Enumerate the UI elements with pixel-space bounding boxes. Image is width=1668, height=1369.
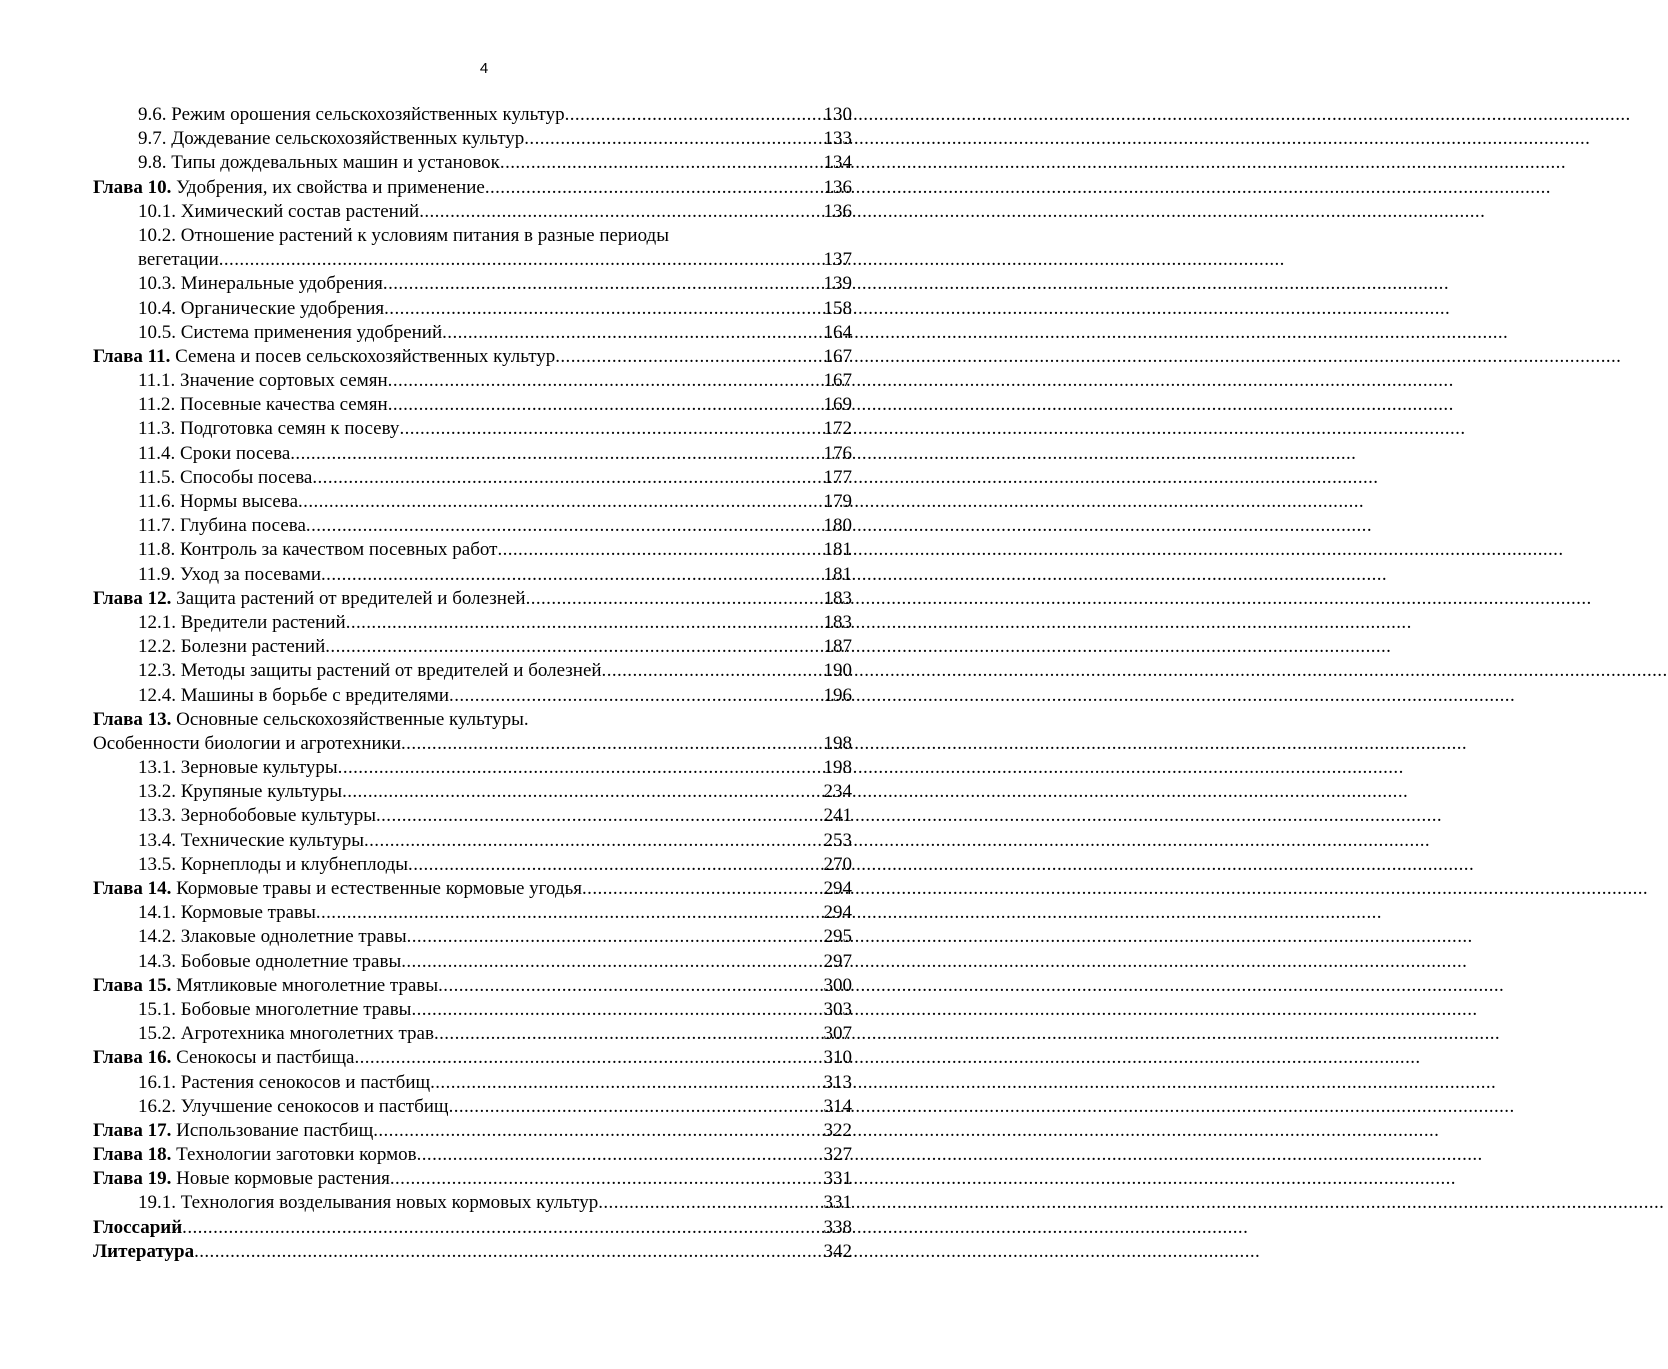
dot-leader	[442, 321, 821, 345]
toc-entry-number: Глава 19.	[93, 1168, 172, 1190]
dot-leader	[182, 1216, 821, 1240]
toc-entry[interactable]	[93, 1046, 852, 1070]
toc-entry-title	[138, 804, 376, 828]
toc-entry-text: Семена и посев сельскохозяйственных культур	[170, 345, 556, 367]
dot-leader	[399, 417, 821, 441]
toc-entry-title	[138, 635, 325, 659]
toc-page-number: 241	[823, 805, 852, 827]
toc-entry-title	[138, 200, 419, 224]
toc-page-number: 198	[823, 732, 852, 754]
toc-entry-text: Сенокосы и пастбища	[171, 1047, 355, 1069]
toc-entry-text: Улучшение сенокосов и пастбищ	[176, 1095, 449, 1117]
toc-entry-text: Вредители растений	[176, 611, 346, 633]
toc-entry[interactable]	[93, 587, 852, 611]
toc-entry-number: 12.4.	[138, 684, 176, 706]
toc-entry-title	[138, 466, 312, 490]
toc-entry-title	[138, 151, 500, 175]
toc-entry-text: Основные сельскохозяйственные культуры.	[171, 708, 529, 730]
toc-entry-text: Защита растений от вредителей и болезней	[171, 587, 526, 609]
toc-entry-number: 10.5.	[138, 321, 176, 343]
toc-entry-title	[93, 1143, 417, 1167]
toc-entry-title	[138, 853, 408, 877]
toc-page-number: 303	[823, 998, 852, 1020]
toc-entry-number: 14.1.	[138, 902, 176, 924]
toc-entry-number: Литература	[93, 1240, 195, 1262]
toc-page-number: 167	[823, 370, 852, 392]
dot-leader	[338, 756, 822, 780]
toc-entry-number: 11.9.	[138, 563, 176, 585]
toc-entry-text: Минеральные удобрения	[176, 273, 383, 295]
toc-page-number: 181	[823, 563, 852, 585]
toc-entry-title	[138, 417, 399, 441]
table-of-contents	[93, 103, 852, 1264]
toc-page-number: 322	[823, 1119, 852, 1141]
toc-page-number: 307	[823, 1023, 852, 1045]
toc-entry-text: Зернобобовые культуры	[176, 805, 376, 827]
toc-entry-title	[138, 684, 449, 708]
toc-page-number: 130	[823, 104, 852, 125]
toc-entry[interactable]	[93, 393, 852, 417]
dot-leader	[582, 877, 821, 901]
toc-entry[interactable]	[93, 224, 852, 248]
toc-entry-text: Зерновые культуры	[176, 757, 338, 779]
toc-page-number: 181	[823, 539, 852, 561]
dot-leader	[388, 393, 822, 417]
toc-entry-text: Технология возделывания новых кормовых культур	[176, 1192, 599, 1214]
toc-entry[interactable]	[93, 345, 852, 369]
toc-entry-text: Новые кормовые растения	[171, 1168, 390, 1190]
toc-entry-title	[138, 297, 384, 321]
toc-page-number: 169	[823, 394, 852, 416]
toc-entry-text: Посевные качества семян	[175, 394, 388, 416]
toc-entry-title	[93, 708, 529, 732]
dot-leader	[565, 103, 822, 127]
toc-entry-title	[138, 829, 364, 853]
toc-entry-title	[138, 393, 388, 417]
toc-page-number: 136	[823, 176, 852, 198]
toc-entry-number: Глава 18.	[93, 1144, 172, 1166]
toc-page-number: 183	[823, 611, 852, 633]
toc-entry-title	[138, 756, 338, 780]
toc-entry-text: Технологии заготовки кормов	[171, 1144, 417, 1166]
toc-entry-title	[138, 780, 342, 804]
toc-entry-number: 11.1.	[138, 370, 176, 392]
toc-entry[interactable]	[93, 1167, 852, 1191]
toc-entry-title	[138, 127, 524, 151]
toc-entry[interactable]	[93, 1119, 852, 1143]
toc-page-number: 176	[823, 442, 852, 464]
toc-page-number: 300	[823, 974, 852, 996]
toc-page-number: 270	[823, 853, 852, 875]
toc-page-number: 253	[823, 829, 852, 851]
toc-entry-text: Сроки посева	[175, 442, 291, 464]
toc-entry-title	[138, 224, 669, 248]
dot-leader	[388, 369, 822, 393]
dot-leader	[411, 998, 821, 1022]
toc-entry-number: 11.4.	[138, 442, 176, 464]
toc-entry-title	[138, 901, 316, 925]
toc-page-number: 172	[823, 418, 852, 440]
toc-entry-number: Глава 13.	[93, 708, 172, 730]
page-number: 4	[479, 60, 489, 77]
toc-entry-text: Значение сортовых семян	[175, 370, 388, 392]
toc-entry-number: 10.4.	[138, 297, 176, 319]
toc-entry[interactable]	[93, 780, 852, 804]
toc-page-number: 158	[823, 297, 852, 319]
dot-leader	[364, 829, 822, 853]
toc-entry-number: 10.2.	[138, 224, 176, 246]
dot-leader	[526, 587, 822, 611]
toc-entry-number: 16.1.	[138, 1071, 176, 1093]
toc-entry-number: Глава 15.	[93, 974, 172, 996]
toc-page-number: 136	[823, 200, 852, 222]
dot-leader	[408, 853, 821, 877]
toc-entry-title	[93, 587, 526, 611]
dot-leader	[219, 248, 822, 272]
toc-entry-text: Нормы высева	[175, 491, 299, 512]
toc-entry-title	[138, 490, 298, 514]
toc-entry[interactable]	[93, 151, 852, 175]
toc-page-number: 313	[823, 1071, 852, 1093]
toc-entry-number: 13.2.	[138, 781, 176, 803]
toc-entry-title	[138, 442, 290, 466]
dot-leader	[497, 538, 821, 562]
toc-entry[interactable]	[93, 200, 852, 224]
toc-entry-text: Растения сенокосов и пастбищ	[176, 1071, 431, 1093]
dot-leader	[524, 127, 821, 151]
toc-entry-text: Кормовые травы и естественные кормовые угодья	[171, 878, 583, 899]
toc-entry-text: Система применения удобрений	[176, 321, 443, 343]
toc-entry-text: Подготовка семян к посеву	[175, 418, 400, 440]
toc-entry-text: Глубина посева	[175, 515, 306, 537]
dot-leader	[373, 1119, 821, 1143]
toc-entry-number: 11.8.	[138, 539, 176, 561]
toc-entry[interactable]	[93, 466, 852, 490]
toc-entry-number: 12.3.	[138, 660, 176, 682]
toc-entry-number: 9.6.	[138, 104, 167, 125]
toc-page-number: 294	[823, 878, 852, 899]
toc-entry[interactable]	[93, 369, 852, 393]
toc-page-number: 196	[823, 684, 852, 706]
toc-page-number: 183	[823, 587, 852, 609]
toc-entry-title	[138, 1095, 449, 1119]
toc-entry-text: Мятликовые многолетние травы	[171, 974, 439, 996]
toc-entry[interactable]	[93, 998, 852, 1022]
toc-entry[interactable]	[93, 829, 852, 853]
toc-entry[interactable]	[93, 877, 852, 901]
toc-entry-number: 9.8.	[138, 152, 167, 174]
toc-entry-number: 15.1.	[138, 998, 176, 1020]
dot-leader	[598, 1191, 821, 1215]
dot-leader	[555, 345, 821, 369]
toc-entry-title	[93, 1119, 373, 1143]
dot-leader	[407, 925, 822, 949]
toc-entry[interactable]	[93, 103, 852, 127]
toc-entry-number: 13.3.	[138, 805, 176, 827]
toc-entry-title	[93, 1216, 182, 1240]
toc-entry[interactable]	[93, 756, 852, 780]
toc-entry-title	[138, 538, 497, 562]
dot-leader	[449, 1095, 822, 1119]
toc-entry-title	[138, 950, 401, 974]
toc-entry[interactable]	[93, 1071, 852, 1095]
toc-entry-number: 19.1.	[138, 1192, 176, 1214]
toc-entry-number: Глава 14.	[93, 878, 172, 899]
toc-entry-title	[138, 103, 565, 127]
toc-entry[interactable]	[93, 611, 852, 635]
toc-entry[interactable]	[93, 127, 852, 151]
toc-entry-title	[93, 176, 485, 200]
dot-leader	[290, 442, 821, 466]
dot-leader	[316, 901, 822, 925]
toc-entry-title	[138, 611, 346, 635]
toc-entry-text: Дождевание сельскохозяйственных культур	[166, 128, 525, 150]
toc-entry-text: Режим орошения сельскохозяйственных культур	[166, 104, 565, 125]
toc-entry[interactable]	[93, 1191, 852, 1215]
dot-leader	[438, 974, 821, 998]
dot-leader	[430, 1071, 821, 1095]
toc-entry-text: Болезни растений	[176, 636, 326, 658]
dot-leader	[401, 950, 821, 974]
toc-page-number: 338	[823, 1216, 852, 1238]
toc-page-number: 179	[823, 491, 852, 512]
toc-entry[interactable]	[93, 901, 852, 925]
toc-entry-number: 16.2.	[138, 1095, 176, 1117]
toc-entry[interactable]	[93, 950, 852, 974]
dot-leader	[354, 1046, 821, 1070]
dot-leader	[602, 659, 822, 683]
toc-entry[interactable]	[93, 635, 852, 659]
toc-entry-number: Глава 10.	[93, 176, 172, 198]
toc-entry-text: Бобовые многолетние травы	[176, 998, 412, 1020]
toc-entry[interactable]	[93, 804, 852, 828]
toc-page-number: 164	[823, 321, 852, 343]
dot-leader	[376, 804, 822, 828]
toc-entry-number: Глава 16.	[93, 1047, 172, 1069]
toc-entry-text: Химический состав растений	[176, 200, 420, 222]
toc-entry[interactable]	[93, 853, 852, 877]
toc-entry-text: Отношение растений к условиям питания в разные периоды	[176, 224, 669, 246]
toc-entry-number: 11.7.	[138, 515, 176, 537]
dot-leader	[401, 732, 821, 756]
dot-leader	[306, 514, 822, 538]
toc-page-number: 331	[823, 1192, 852, 1214]
toc-entry-number: 11.6.	[138, 491, 176, 512]
toc-entry-text: Особенности биологии и агротехники	[93, 732, 402, 754]
toc-entry[interactable]	[93, 321, 852, 345]
toc-entry[interactable]	[93, 1143, 852, 1167]
toc-entry-title	[138, 514, 306, 538]
toc-entry-text: Уход за посевами	[175, 563, 322, 585]
toc-page-number: 198	[823, 757, 852, 779]
dot-leader	[321, 563, 821, 587]
toc-entry-number: 12.1.	[138, 611, 176, 633]
dot-leader	[449, 684, 821, 708]
toc-entry-text: Кормовые травы	[176, 902, 316, 924]
toc-entry[interactable]	[93, 1216, 852, 1240]
toc-entry-number: Глава 12.	[93, 587, 172, 609]
toc-entry-title	[138, 1022, 434, 1046]
dot-leader	[312, 466, 821, 490]
toc-entry[interactable]	[93, 1095, 852, 1119]
toc-entry[interactable]	[93, 417, 852, 441]
toc-entry-text: Злаковые однолетние травы	[176, 926, 407, 948]
toc-entry-title	[93, 1167, 390, 1191]
toc-entry-text: Корнеплоды и клубнеплоды	[176, 853, 409, 875]
toc-entry-text: Машины в борьбе с вредителями	[176, 684, 450, 706]
toc-entry-title	[138, 1191, 598, 1215]
toc-page-number: 177	[823, 466, 852, 488]
toc-page-number: 310	[823, 1047, 852, 1069]
toc-entry-title	[138, 925, 407, 949]
toc-entry-number: 11.5.	[138, 466, 176, 488]
dot-leader	[325, 635, 821, 659]
toc-entry-number: 13.1.	[138, 757, 176, 779]
toc-page-number: 295	[823, 926, 852, 948]
toc-entry-text: Органические удобрения	[176, 297, 385, 319]
toc-entry-title	[93, 974, 438, 998]
toc-entry-text: Способы посева	[175, 466, 313, 488]
toc-entry-text: вегетации	[138, 249, 219, 271]
toc-entry-title	[138, 369, 388, 393]
toc-entry[interactable]	[93, 708, 852, 732]
toc-entry[interactable]	[93, 538, 852, 562]
dot-leader	[384, 297, 821, 321]
toc-page-number: 133	[823, 128, 852, 150]
toc-entry-number: 13.5.	[138, 853, 176, 875]
dot-leader	[298, 490, 821, 514]
dot-leader	[383, 272, 822, 296]
toc-entry-continuation[interactable]	[93, 248, 852, 272]
toc-entry[interactable]	[93, 1240, 852, 1264]
toc-entry-title	[138, 659, 602, 683]
toc-entry[interactable]	[93, 176, 852, 200]
toc-entry-text: Крупяные культуры	[176, 781, 343, 803]
dot-leader	[390, 1167, 822, 1191]
dot-leader	[346, 611, 822, 635]
toc-entry-title	[138, 272, 383, 296]
toc-entry[interactable]	[93, 925, 852, 949]
toc-entry-number: 15.2.	[138, 1023, 176, 1045]
toc-page-number: 342	[823, 1240, 852, 1262]
toc-entry-number: 12.2.	[138, 636, 176, 658]
toc-entry[interactable]	[93, 974, 852, 998]
toc-entry[interactable]	[93, 563, 852, 587]
dot-leader	[485, 176, 822, 200]
toc-entry-number: 14.2.	[138, 926, 176, 948]
dot-leader	[419, 200, 821, 224]
toc-entry[interactable]	[93, 490, 852, 514]
toc-entry-number: Глава 17.	[93, 1119, 172, 1141]
dot-leader	[500, 151, 822, 175]
toc-page-number: 190	[823, 660, 852, 682]
toc-entry[interactable]	[93, 514, 852, 538]
toc-page-number: 137	[823, 249, 852, 271]
toc-entry[interactable]	[93, 297, 852, 321]
toc-entry[interactable]	[93, 659, 852, 683]
toc-entry-title	[138, 321, 442, 345]
toc-entry-number: 10.3.	[138, 273, 176, 295]
toc-entry-number: Глава 11.	[93, 345, 171, 367]
toc-entry[interactable]	[93, 1022, 852, 1046]
toc-entry-continuation[interactable]	[93, 732, 852, 756]
toc-page-number: 139	[823, 273, 852, 295]
toc-entry-number: 11.3.	[138, 418, 176, 440]
toc-page-number: 234	[823, 781, 852, 803]
toc-entry[interactable]	[93, 684, 852, 708]
toc-entry-text: Удобрения, их свойства и применение	[171, 176, 485, 198]
toc-entry-title	[93, 1046, 354, 1070]
toc-entry-text: Технические культуры	[176, 829, 364, 851]
toc-page-number: 314	[823, 1095, 852, 1117]
toc-page-number: 187	[823, 636, 852, 658]
toc-entry-number: 11.2.	[138, 394, 176, 416]
toc-entry-title	[93, 877, 582, 901]
toc-entry-title	[138, 1071, 430, 1095]
toc-entry-text: Контроль за качеством посевных работ	[175, 539, 498, 561]
dot-leader	[434, 1022, 822, 1046]
toc-entry-number: 13.4.	[138, 829, 176, 851]
toc-entry-number: 9.7.	[138, 128, 167, 150]
toc-page-number: 327	[823, 1144, 852, 1166]
toc-entry-title	[138, 563, 321, 587]
toc-page-number: 167	[823, 345, 852, 367]
dot-leader	[417, 1143, 822, 1167]
toc-entry[interactable]	[93, 272, 852, 296]
toc-entry-text: Бобовые однолетние травы	[176, 950, 402, 972]
toc-entry-title	[93, 345, 555, 369]
toc-entry[interactable]	[93, 442, 852, 466]
toc-entry-text: Типы дождевальных машин и установок	[166, 152, 500, 174]
toc-entry-text: Использование пастбищ	[171, 1119, 374, 1141]
toc-page-number: 331	[823, 1168, 852, 1190]
toc-page-number: 297	[823, 950, 852, 972]
toc-entry-number: 14.3.	[138, 950, 176, 972]
toc-entry-title	[93, 1240, 194, 1264]
toc-page-number: 294	[823, 902, 852, 924]
toc-page-number: 134	[823, 152, 852, 174]
toc-entry-text: Агротехника многолетних трав	[176, 1023, 434, 1045]
toc-entry-number: 10.1.	[138, 200, 176, 222]
toc-entry-text: Методы защиты растений от вредителей и болезней	[176, 660, 602, 682]
toc-entry-number: Глоссарий	[93, 1216, 183, 1238]
toc-page-number: 180	[823, 515, 852, 537]
toc-entry-title	[138, 998, 411, 1022]
dot-leader	[342, 780, 821, 804]
dot-leader	[194, 1240, 821, 1264]
